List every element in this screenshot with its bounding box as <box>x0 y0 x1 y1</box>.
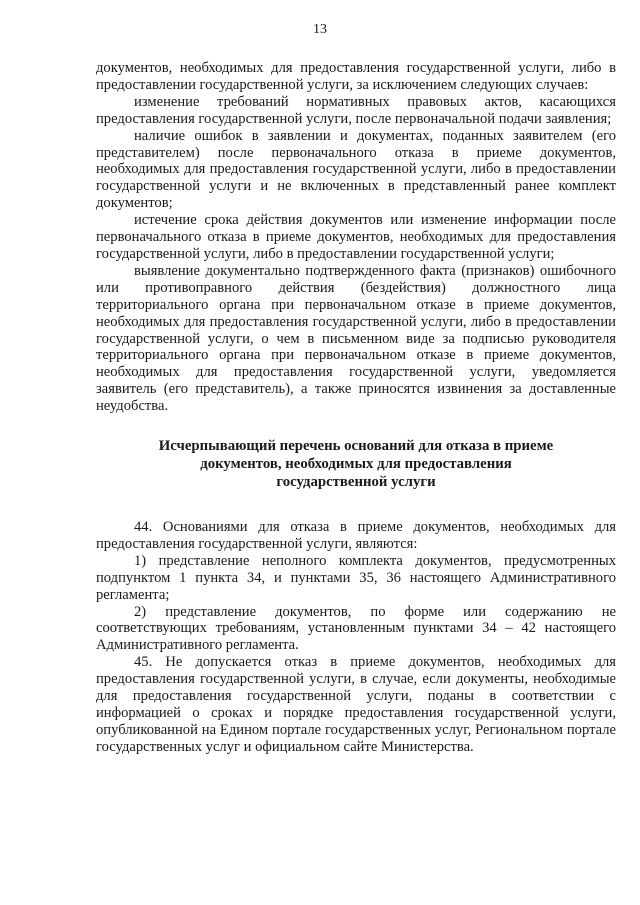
exception-item-1: изменение требований нормативных правовых актов, касающихся предоставления государственной услуги, после первоначальной подачи заявления; <box>96 93 616 127</box>
exception-item-3: истечение срока действия документов или изменение информации после первоначального отказа в приеме документов, необходимых для предоставления государственной услуги, либо в предоставлении государственной услуги; <box>96 212 616 262</box>
section-heading-line-2: документов, необходимых для предоставления <box>200 456 512 473</box>
section-heading-line-3: государственной услуги <box>276 474 436 491</box>
clause-44: 44. Основаниями для отказа в приеме документов, необходимых для предоставления государственной услуги, являются: <box>96 519 616 552</box>
document-body <box>96 60 616 756</box>
clause-45: 45. Не допускается отказ в приеме документов, необходимых для предоставления государственной услуги, в случае, если документы, необходимые для предоставления государственной услуги, поданы в соответствии с информацией о сроках и порядке предоставления государственной услуги, опубликованной на Едином портале государственных услуг, Региональном портале государственных услуг и официальном сайте Министерства. <box>96 654 616 755</box>
paragraph-continuation: документов, необходимых для предоставления государственной услуги, либо в предоставлении государственной услуги, за исключением следующих случаев: <box>96 60 616 93</box>
clause-44-item-2: 2) представление документов, по форме или содержанию не соответствующих требованиям, установленным пунктами 34 – 42 настоящего Административного регламента. <box>96 603 616 654</box>
exception-item-2: наличие ошибок в заявлении и документах, поданных заявителем (его представителем) после первоначального отказа в приеме документов, необходимых для предоставления государственной услуги, либо в предоставлении государственной услуги и не включенных в представленный ранее комплект документов; <box>96 127 616 212</box>
clause-44-item-1: 1) представление неполного комплекта документов, предусмотренных подпунктом 1 пункта 34, и пунктами 35, 36 настоящего Административного регламента; <box>96 552 616 603</box>
exception-item-4: выявление документально подтвержденного факта (признаков) ошибочного или противоправного действия (бездействия) должностного лица территориального органа при первоначальном отказе в приеме документов, необходимых для предоставления государственной услуги, либо в предоставлении государственной услуги, о чем в письменном виде за подписью руководителя территориального органа при первоначальном отказе в приеме документов, необходимых для предоставления государственной услуги, уведомляется заявитель (его представитель), а также приносятся извинения за доставленные неудобства. <box>96 262 616 415</box>
page-number: 13 <box>313 22 327 37</box>
section-heading-line-1: Исчерпывающий перечень оснований для отказа в приеме <box>158 438 554 455</box>
section-heading <box>96 437 616 491</box>
